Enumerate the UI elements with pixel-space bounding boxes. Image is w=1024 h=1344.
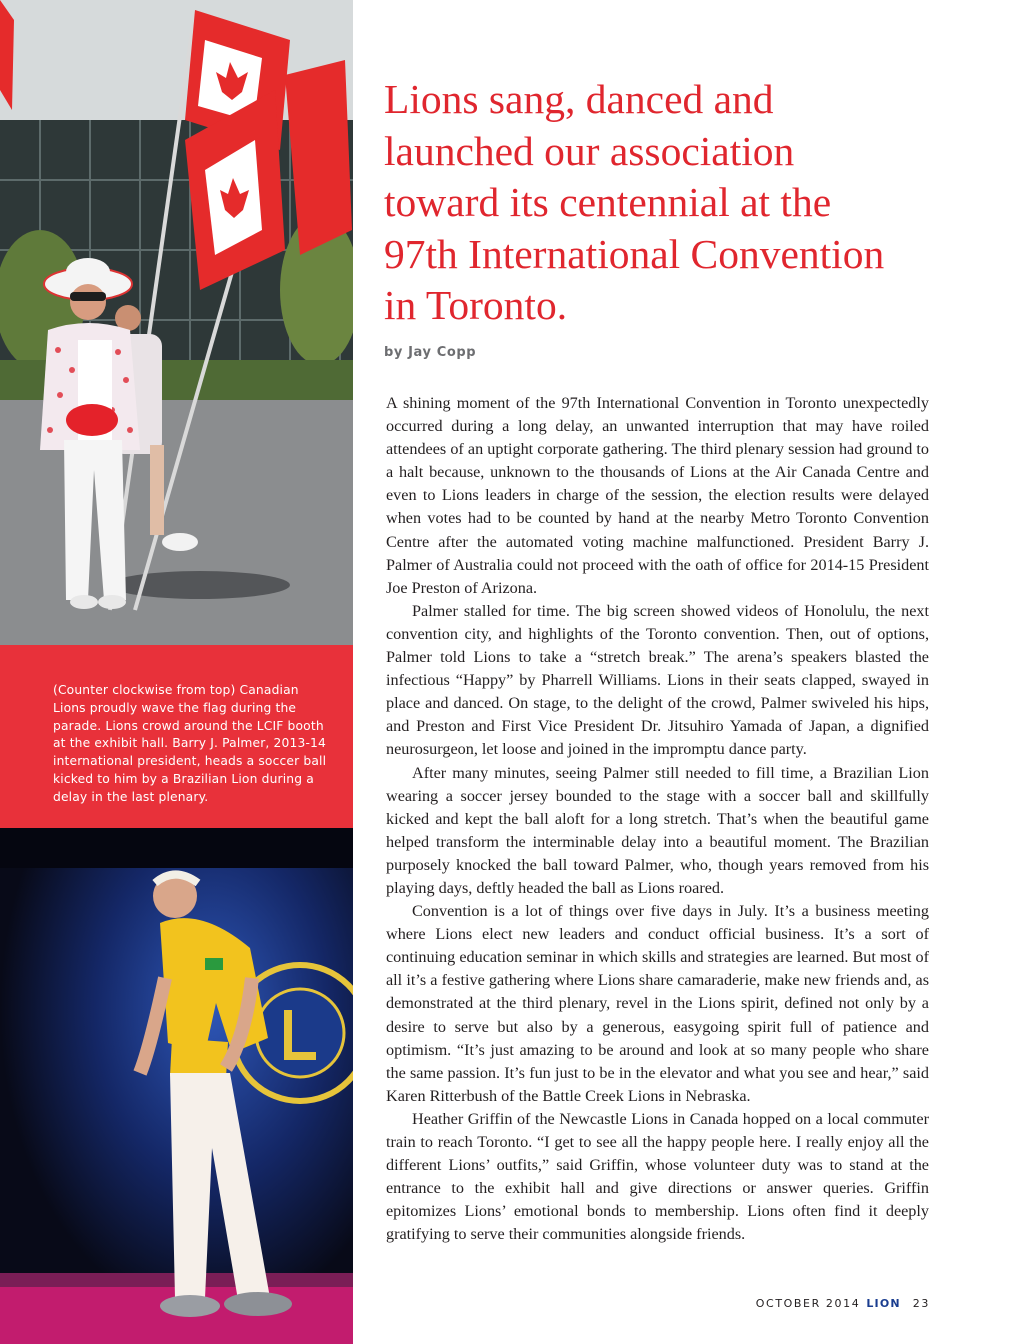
shadow bbox=[110, 571, 290, 599]
right-sneaker bbox=[224, 1292, 292, 1316]
article-headline: Lions sang, danced and launched our association toward its centennial at the 97th International Convention in Toronto. bbox=[384, 76, 885, 329]
article-body bbox=[386, 392, 929, 1246]
parade-illustration bbox=[0, 0, 353, 645]
body-paragraph-1: A shining moment of the 97th International Convention in Toronto unexpectedly occurred during a long delay, an unwanted interruption that may have roiled attendees of an uptight corporate gathering. The third plenary session had ground to a halt because, unknown to the thousands of Lions at the Air Canada Centre and even to Lions leaders in charge of the session, the election results were delayed when votes had to be counted by hand at the nearby Metro Toronto Convention Centre after the automated voting machine malfunctioned. President Barry J. Palmer of Australia could not proceed with the oath of office for 2014-15 President Joe Preston of Arizona. bbox=[386, 394, 929, 597]
footer-issue-date: OCTOBER 2014 bbox=[755, 1297, 861, 1310]
sunglasses-icon bbox=[70, 292, 106, 301]
footer-page-number: 23 bbox=[912, 1297, 930, 1310]
left-sneaker bbox=[160, 1295, 220, 1317]
parade-photo bbox=[0, 0, 353, 645]
brazil-flag-icon bbox=[205, 958, 223, 970]
body-paragraph-3: After many minutes, seeing Palmer still needed to fill time, a Brazilian Lion wearing a soccer jersey bounded to the stage with a soccer ball and skillfully kicked and kept the ball aloft for a long stretch. That’s when the beautiful game helped transform the interminable delay into a beautiful moment. The Brazilian purposely knocked the ball toward Palmer, who, though years removed from his playing days, deftly headed the ball as Lions roared. bbox=[386, 763, 929, 897]
left-photo-column bbox=[0, 0, 353, 1344]
page-footer bbox=[756, 1297, 930, 1310]
fanny-pack bbox=[66, 404, 118, 436]
walker-face bbox=[70, 284, 106, 320]
body-paragraph-4: Convention is a lot of things over five days in July. It’s a business meeting where Lions elect new leaders and conduct official business. It’s a sort of continuing education seminar in which skills and strategies are learned. But most of all it’s a festive gathering where Lions share camaraderie, make new friends and, as demonstrated at the third plenary, revel in the Lions spirit, defined not only by a desire to serve but also by a generous, easygoing spirit full of patience and optimism. “It’s just amazing to be around and look at so many people who share the same passion. It’s fun just to be in the elevator and what you see and hear,” said Karen Ritterbush of the Battle Creek Lions in Nebraska. bbox=[386, 902, 929, 1105]
stage-photo bbox=[0, 828, 353, 1344]
body-paragraph-5: Heather Griffin of the Newcastle Lions in Canada hopped on a local commuter train to reach Toronto. “I get to see all the happy people here. I really enjoy all the different Lions’ outfits,” said Griffin, whose volunteer duty was to stand at the entrance to the exhibit hall and give directions or answer queries. Griffin epitomizes Lions’ emotional bonds to membership. Lions often find it deeply gratifying to serve their communities alongside friends. bbox=[386, 1109, 929, 1244]
footer-magazine-name: LION bbox=[866, 1297, 901, 1310]
body-paragraph-2: Palmer stalled for time. The big screen showed videos of Honolulu, the next convention city, and highlights of the Toronto convention. Then, out of options, Palmer told Lions to take a “stretch break.” The arena’s speakers blasted the infectious “Happy” by Pharrell Williams. Lions in their seats clapped, swayed in place and danced. On stage, to the delight of the crowd, Palmer swiveled his hips, and Preston and First Vice President Dr. Jitsuhiro Yamada of Japan, a dignified neurosurgeon, let loose and joined in the impromptu dance party. bbox=[386, 601, 929, 759]
photo-caption: (Counter clockwise from top) Canadian Lions proudly wave the flag during the parade. Lions crowd around the LCIF booth at the exhibit hall. Barry J. Palmer, 2013-14 international president, heads a soccer ball kicked to him by a Brazilian Lion during a delay in the last plenary. bbox=[53, 683, 327, 804]
photo-caption-box bbox=[0, 645, 353, 828]
article-byline: by Jay Copp bbox=[384, 345, 477, 360]
stage-illustration bbox=[0, 828, 353, 1344]
